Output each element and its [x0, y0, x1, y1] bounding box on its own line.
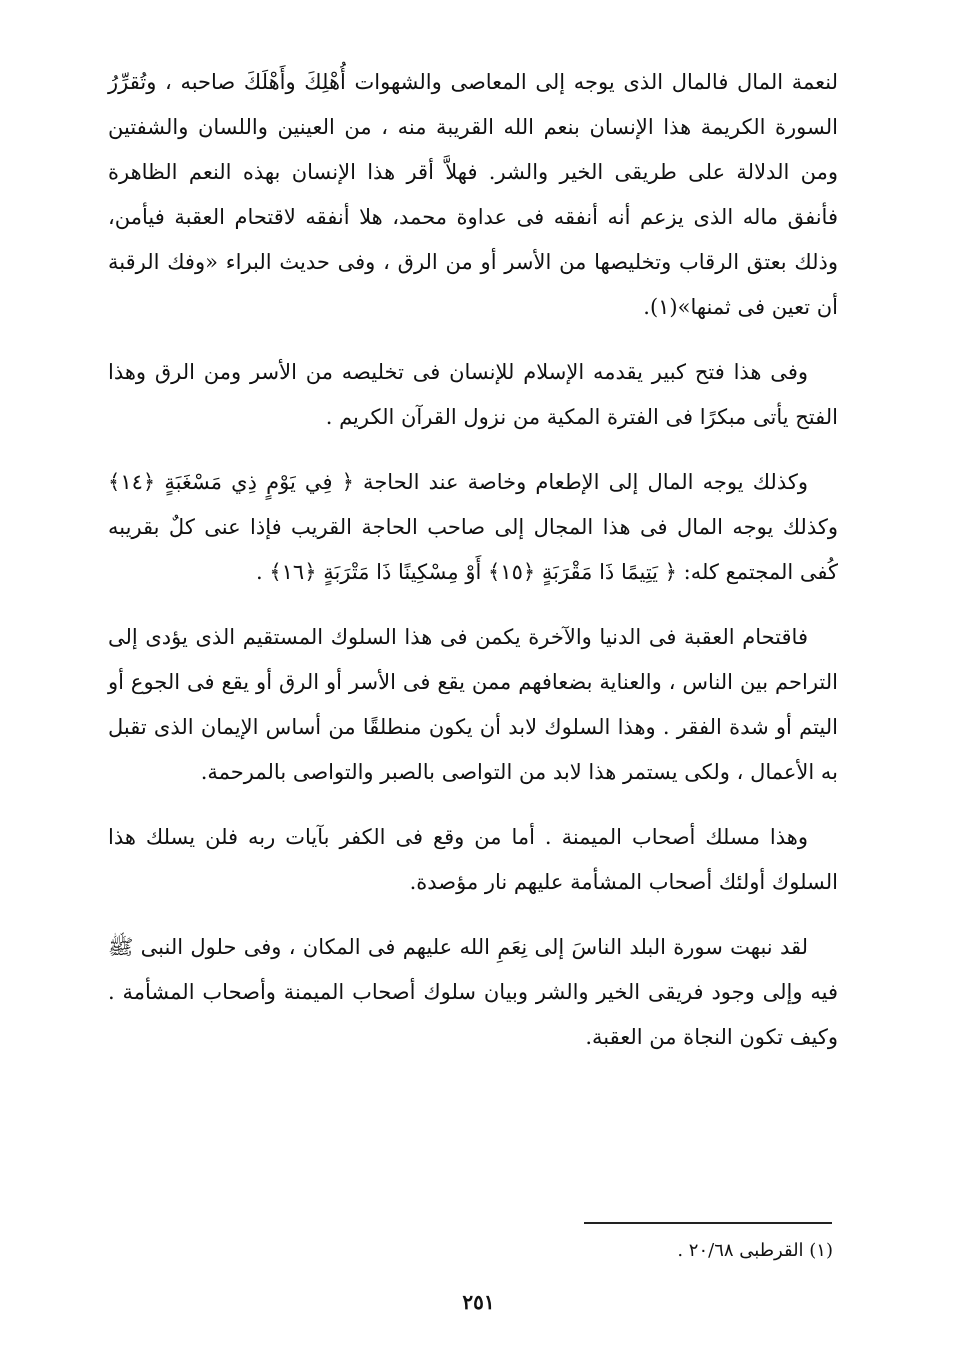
- paragraph-3: وكذلك يوجه المال إلى الإطعام وخاصة عند الحاجة ﴿ فِي يَوْمٍ ذِي مَسْغَبَةٍ ﴿١٤﴾ وكذلك يوجه المال فى هذا المجال إلى صاحب الحاجة القريب فإذا عنى كلٌ بقريبه كُفى المجتمع كله: ﴿ يَتِيمًا ذَا مَقْرَبَةٍ ﴿١٥﴾ أَوْ مِسْكِينًا ذَا مَتْرَبَةٍ ﴿١٦﴾ .: [108, 470, 838, 584]
- paragraph-6: لقد نبهت سورة البلد الناسَ إلى نِعَمِ الله عليهم فى المكان ، وفى حلول النبى ﷺ فيه وإلى وجود فريقى الخير والشر وبيان سلوك أصحاب الميمنة وأصحاب المشأمة . وكيف تكون النجاة من العقبة.: [108, 935, 838, 1049]
- paragraph-4: فاقتحام العقبة فى الدنيا والآخرة يكمن فى هذا السلوك المستقيم الذى يؤدى إلى التراحم بين الناس ، والعناية بضعافهم ممن يقع فى الأسر أو الرق أو يقع فى الجوع أو اليتم أو شدة الفقر . وهذا السلوك لابد أن يكون منطلقًا من أساس الإيمان الذى تقبل به الأعمال ، ولكى يستمر هذا لابد من التواصى بالصبر والتواصى بالمرحمة.: [108, 625, 838, 784]
- footnote: (١) القرطبى ٢٠/٦٨ .: [677, 1240, 833, 1261]
- footnote-divider: [584, 1222, 832, 1224]
- page-body: [108, 60, 838, 1080]
- paragraph-1: لنعمة المال فالمال الذى يوجه إلى المعاصى والشهوات أُهْلِكَ وأَهْلَكَ صاحبه ، وتُقرِّرُ السورة الكريمة هذا الإنسان بنعم الله القريبة منه ، من العينين واللسان والشفتين ومن الدلالة على طريقى الخير والشر. فهلاَّ أقر هذا الإنسان بهذه النعم الظاهرة فأنفق ماله الذى يزعم أنه أنفقه فى عداوة محمد، هلا أنفقه لاقتحام العقبة فيأمن، وذلك بعتق الرقاب وتخليصها من الأسر أو من الرق ، وفى حديث البراء «وفك الرقبة أن تعين فى ثمنها»(١).: [108, 70, 838, 319]
- paragraph-5: وهذا مسلك أصحاب الميمنة . أما من وقع فى الكفر بآيات ربه فلن يسلك هذا السلوك أولئك أصحاب المشأمة عليهم نار مؤصدة.: [108, 825, 838, 894]
- paragraph-2: وفى هذا فتح كبير يقدمه الإسلام للإنسان فى تخليصه من الأسر ومن الرق وهذا الفتح يأتى مبكرًا فى الفترة المكية من نزول القرآن الكريم .: [108, 360, 838, 429]
- page-number: ٢٥١: [462, 1290, 495, 1314]
